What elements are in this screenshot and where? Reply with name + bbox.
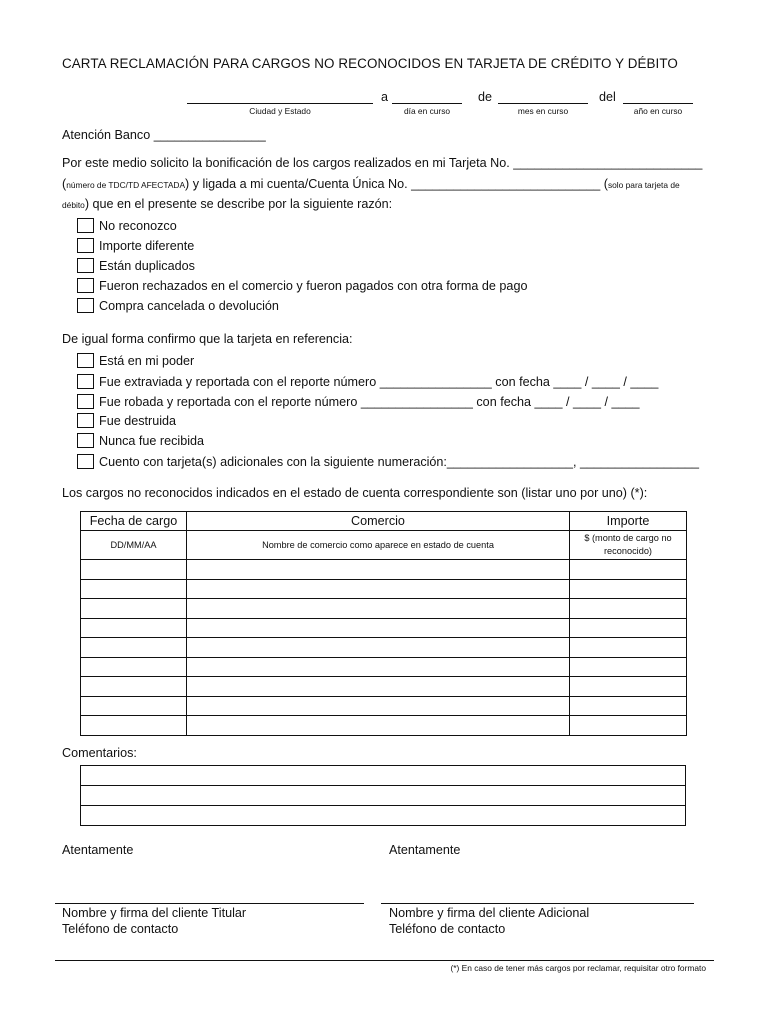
- document-title: CARTA RECLAMACIÓN PARA CARGOS NO RECONOCIDOS EN TARJETA DE CRÉDITO Y DÉBITO: [62, 56, 678, 71]
- date-cell[interactable]: [81, 716, 187, 736]
- merchant-cell[interactable]: [187, 677, 570, 697]
- checkbox[interactable]: [77, 433, 94, 448]
- additional-phone-label: Teléfono de contacto: [389, 922, 506, 936]
- table-row: [81, 638, 687, 658]
- reason-different-amount[interactable]: Importe diferente: [77, 238, 194, 253]
- amount-cell[interactable]: [570, 677, 687, 697]
- reason-not-recognized[interactable]: No reconozco: [77, 218, 177, 233]
- request-line-2: (número de TDC/TD AFECTADA) y ligada a mi cuenta/Cuenta Única No. ___________________________ (solo para tarjeta de: [62, 177, 680, 191]
- date-cell[interactable]: [81, 657, 187, 677]
- checkbox[interactable]: [77, 353, 94, 368]
- checkbox[interactable]: [77, 374, 94, 389]
- date-cell[interactable]: [81, 618, 187, 638]
- date-cell[interactable]: [81, 599, 187, 619]
- header-merchant: Comercio: [187, 512, 570, 531]
- reason-duplicated[interactable]: Están duplicados: [77, 258, 195, 273]
- reason-cancelled-purchase[interactable]: Compra cancelada o devolución: [77, 298, 279, 313]
- signature-line-titular[interactable]: [55, 903, 364, 904]
- merchant-cell[interactable]: [187, 638, 570, 658]
- additional-name-label: Nombre y firma del cliente Adicional: [389, 906, 590, 920]
- checkbox[interactable]: [77, 394, 94, 409]
- closing-right: Atentamente: [389, 843, 461, 857]
- comment-line[interactable]: [81, 766, 686, 786]
- status-in-possession[interactable]: Está en mi poder: [77, 353, 194, 368]
- date-word-del: del: [599, 90, 616, 104]
- caption-month: mes en curso: [517, 106, 569, 116]
- date-cell[interactable]: [81, 696, 187, 716]
- table-row: [81, 618, 687, 638]
- caption-year: año en curso: [633, 106, 683, 116]
- amount-cell[interactable]: [570, 696, 687, 716]
- day-field[interactable]: [392, 103, 462, 104]
- signature-line-additional[interactable]: [381, 903, 694, 904]
- amount-cell[interactable]: [570, 560, 687, 580]
- header-amount: Importe: [570, 512, 687, 531]
- titular-phone-label: Teléfono de contacto: [62, 922, 179, 936]
- caption-city: Ciudad y Estado: [249, 106, 311, 116]
- merchant-cell[interactable]: [187, 696, 570, 716]
- checkbox[interactable]: [77, 454, 94, 469]
- table-row: [81, 696, 687, 716]
- attention-bank-field[interactable]: Atención Banco ________________: [62, 128, 266, 142]
- amount-cell[interactable]: [570, 618, 687, 638]
- checkbox[interactable]: [77, 218, 94, 233]
- comments-label: Comentarios:: [62, 746, 137, 760]
- status-destroyed[interactable]: Fue destruida: [77, 413, 176, 428]
- table-row: [81, 599, 687, 619]
- table-row: [81, 677, 687, 697]
- table-row: [81, 560, 687, 580]
- merchant-cell[interactable]: [187, 599, 570, 619]
- table-row: [81, 579, 687, 599]
- merchant-cell[interactable]: [187, 560, 570, 580]
- footer-divider: [55, 960, 714, 961]
- confirm-heading: De igual forma confirmo que la tarjeta en referencia:: [62, 332, 353, 346]
- table-row: [81, 716, 687, 736]
- date-cell[interactable]: [81, 638, 187, 658]
- status-stolen-reported[interactable]: Fue robada y reportada con el reporte número ________________ con fecha ____ / ____ / ____: [77, 394, 640, 409]
- checkbox[interactable]: [77, 298, 94, 313]
- status-never-received[interactable]: Nunca fue recibida: [77, 433, 204, 448]
- comment-line[interactable]: [81, 806, 686, 826]
- charges-table: [80, 511, 687, 736]
- amount-cell[interactable]: [570, 716, 687, 736]
- date-cell[interactable]: [81, 560, 187, 580]
- merchant-cell[interactable]: [187, 618, 570, 638]
- checkbox[interactable]: [77, 278, 94, 293]
- subheader-amount: $ (monto de cargo no reconocido): [570, 531, 687, 560]
- amount-cell[interactable]: [570, 579, 687, 599]
- reason-rejected-paid-otherwise[interactable]: Fueron rechazados en el comercio y fueron pagados con otra forma de pago: [77, 278, 527, 293]
- comment-line[interactable]: [81, 786, 686, 806]
- merchant-cell[interactable]: [187, 716, 570, 736]
- header-charge-date: Fecha de cargo: [81, 512, 187, 531]
- subheader-merchant-name: Nombre de comercio como aparece en estado de cuenta: [187, 531, 570, 560]
- month-field[interactable]: [498, 103, 588, 104]
- titular-name-label: Nombre y firma del cliente Titular: [62, 906, 247, 920]
- year-field[interactable]: [623, 103, 693, 104]
- amount-cell[interactable]: [570, 657, 687, 677]
- city-state-field[interactable]: [187, 103, 373, 104]
- checkbox[interactable]: [77, 413, 94, 428]
- date-cell[interactable]: [81, 677, 187, 697]
- status-additional-cards[interactable]: Cuento con tarjeta(s) adicionales con la siguiente numeración:__________________, _________________: [77, 454, 699, 469]
- request-line-1: Por este medio solicito la bonificación de los cargos realizados en mi Tarjeta No. ___________________________: [62, 156, 703, 170]
- amount-cell[interactable]: [570, 638, 687, 658]
- date-word-de: de: [478, 90, 493, 104]
- caption-day: día en curso: [403, 106, 451, 116]
- comments-box: [80, 765, 686, 826]
- merchant-cell[interactable]: [187, 579, 570, 599]
- amount-cell[interactable]: [570, 599, 687, 619]
- merchant-cell[interactable]: [187, 657, 570, 677]
- charges-intro: Los cargos no reconocidos indicados en el estado de cuenta correspondiente son (listar uno por uno) (*):: [62, 486, 648, 500]
- subheader-date-format: DD/MM/AA: [81, 531, 187, 560]
- request-line-3: débito) que en el presente se describe por la siguiente razón:: [62, 197, 393, 211]
- checkbox[interactable]: [77, 238, 94, 253]
- footnote: (*) En caso de tener más cargos por reclamar, requisitar otro formato: [450, 963, 706, 973]
- date-cell[interactable]: [81, 579, 187, 599]
- status-lost-reported[interactable]: Fue extraviada y reportada con el reporte número ________________ con fecha ____ / ____ / ____: [77, 374, 658, 389]
- table-row: [81, 657, 687, 677]
- closing-left: Atentamente: [62, 843, 134, 857]
- checkbox[interactable]: [77, 258, 94, 273]
- date-word-a: a: [381, 90, 389, 104]
